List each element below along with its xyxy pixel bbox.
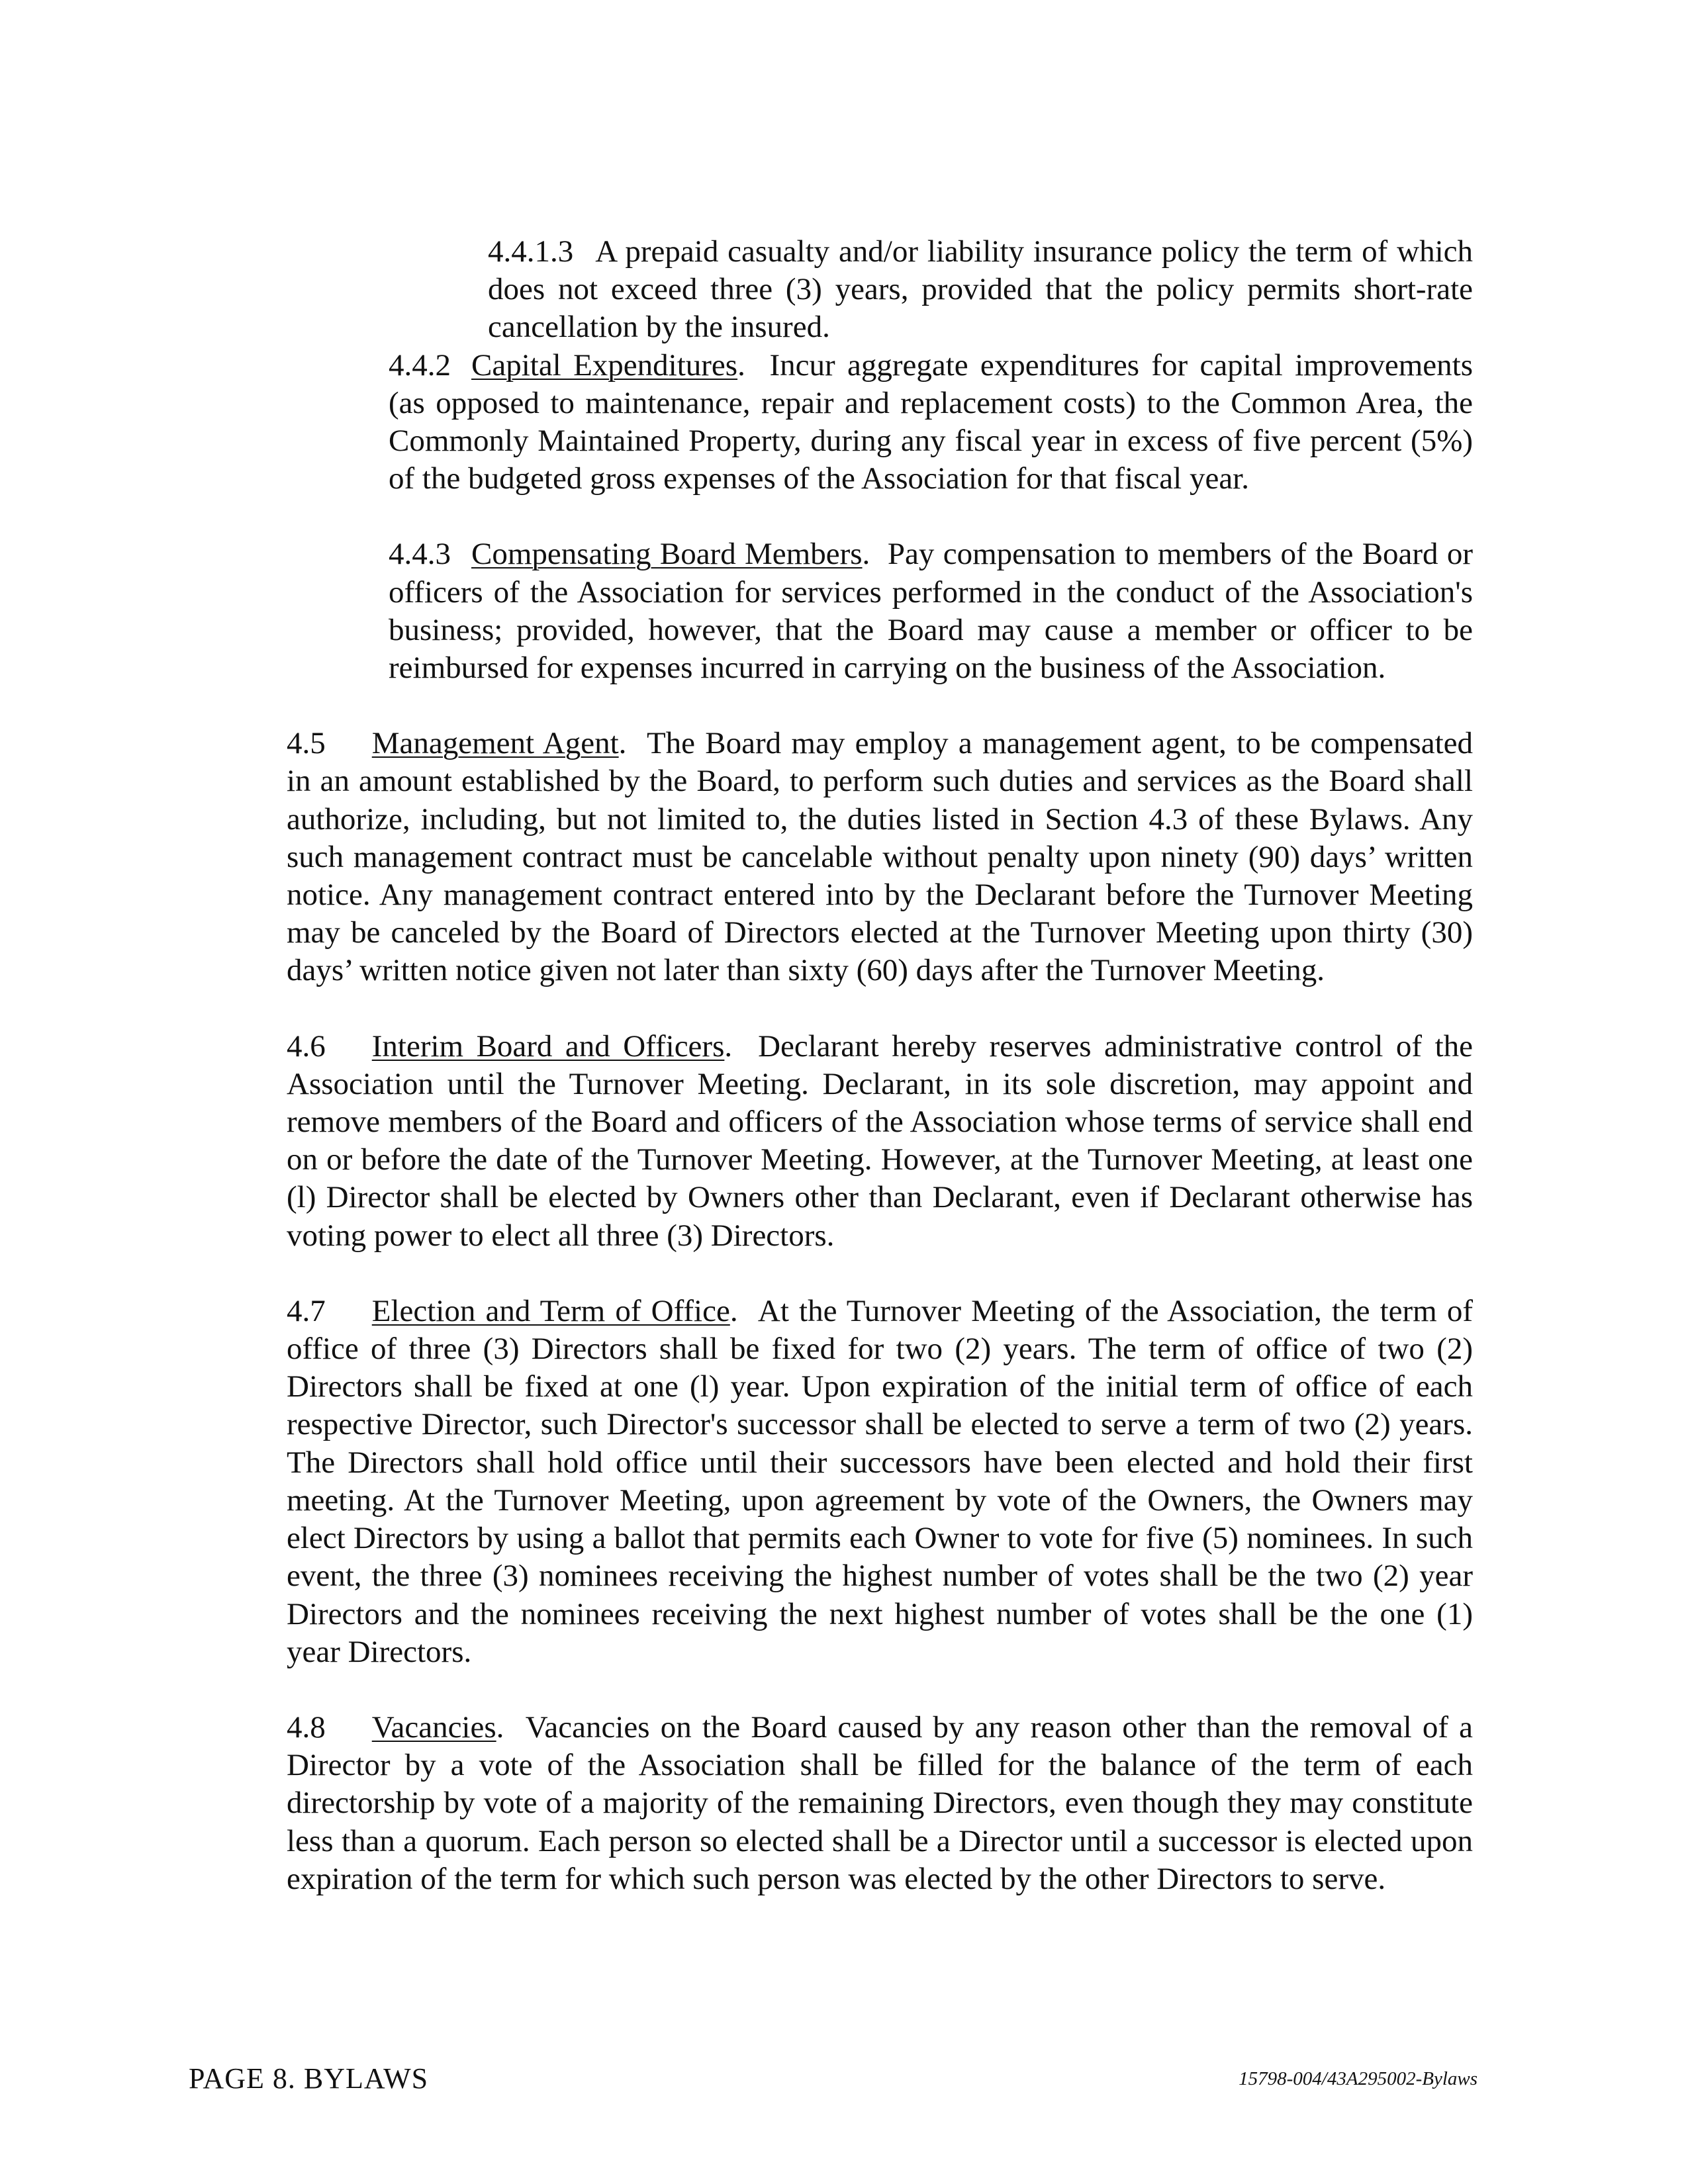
heading-punctuation: . (618, 726, 627, 761)
section-heading: Capital Expenditures (471, 347, 738, 383)
section-heading: Management Agent (371, 726, 619, 761)
paragraph-4-4-3 (189, 535, 1473, 687)
heading-punctuation: . (737, 347, 745, 383)
heading-punctuation: . (729, 1293, 738, 1328)
heading-punctuation: . (862, 537, 870, 572)
heading-punctuation: . (496, 1709, 504, 1745)
section-number: 4.7 (287, 1293, 326, 1328)
section-number: 4.4.1.3 (488, 234, 574, 269)
footer-file-code: 15798-004/43A295002-Bylaws (1239, 2068, 1477, 2089)
paragraph-text: Vacancies on the Board caused by any reason other than the removal of a Director by a vote of the Association shall be filled for the balance of the term of each directorship by vote of a majority of the remaining Directors, even though they may constitute less than a quorum. Each person so elected shall be a Director until a successor is elected upon expiration of the term for which such person was elected by the other Directors to serve. (287, 1709, 1474, 1896)
paragraph-4-4-1-3 (189, 233, 1473, 347)
section-number: 4.6 (287, 1028, 326, 1064)
section-heading: Election and Term of Office (371, 1293, 730, 1328)
heading-punctuation: . (724, 1028, 733, 1064)
paragraph-text: Incur aggregate expenditures for capital improvements (as opposed to maintenance, repair and replacement costs) to the Common Area, the Commonly Maintained Property, during any fiscal year in excess of five percent (5%) of the budgeted gross expenses of the Association for that fiscal year. (389, 347, 1474, 496)
paragraph-text: Pay compensation to members of the Board or officers of the Association for services performed in the conduct of the Association's business; provided, however, that the Board may cause a member or officer to be reimbursed for expenses incurred in carrying on the business of the Association. (389, 537, 1474, 686)
paragraph-text: A prepaid casualty and/or liability insurance policy the term of which does not exceed three (3) years, provided that the policy permits short-rate cancellation by the insured. (488, 234, 1473, 345)
paragraph-4-5 (189, 725, 1473, 989)
section-number: 4.8 (287, 1709, 326, 1745)
section-heading: Compensating Board Members (471, 537, 863, 572)
paragraph-4-8 (189, 1709, 1473, 1898)
section-heading: Vacancies (371, 1709, 496, 1745)
paragraph-4-7 (189, 1293, 1473, 1671)
section-number: 4.4.3 (389, 537, 451, 572)
paragraph-4-6 (189, 1028, 1473, 1255)
paragraph-text: The Board may employ a management agent, to be compensated in an amount established by the Board, to perform such duties and services as the Board shall authorize, including, but not limited to, the duties listed in Section 4.3 of these Bylaws. Any such management contract must be cancelable without penalty upon ninety (90) days’ written notice. Any management contract entered into by the Declarant before the Turnover Meeting may be canceled by the Board of Directors elected at the Turnover Meeting upon thirty (30) days’ written notice given not later than sixty (60) days after the Turnover Meeting. (287, 726, 1473, 988)
section-number: 4.4.2 (389, 347, 451, 383)
paragraph-4-4-2 (189, 347, 1473, 498)
document-body (189, 233, 1473, 1898)
section-heading: Interim Board and Officers (371, 1028, 725, 1064)
section-number: 4.5 (287, 726, 326, 761)
paragraph-text: At the Turnover Meeting of the Association, the term of office of three (3) Directors shall be fixed for two (2) years. The term of office of two (2) Directors shall be fixed at one (l) year. Upon expiration of the initial term of office of each respective Director, such Director's successor shall be elected to serve a term of two (2) years. The Directors shall hold office until their successors have been elected and hold their first meeting. At the Turnover Meeting, upon agreement by vote of the Owners, the Owners may elect Directors by using a ballot that permits each Owner to vote for five (5) nominees. In such event, the three (3) nominees receiving the highest number of votes shall be the two (2) year Directors and the nominees receiving the next highest number of votes shall be the one (1) year Directors. (287, 1293, 1474, 1669)
footer-page-label: PAGE 8. BYLAWS (189, 2062, 429, 2095)
paragraph-text: Declarant hereby reserves administrative control of the Association until the Turnover Meeting. Declarant, in its sole discretion, may appoint and remove members of the Board and officers of the Association whose terms of service shall end on or before the date of the Turnover Meeting. However, at the Turnover Meeting, at least one (l) Director shall be elected by Owners other than Declarant, even if Declarant otherwise has voting power to elect all three (3) Directors. (287, 1028, 1473, 1253)
